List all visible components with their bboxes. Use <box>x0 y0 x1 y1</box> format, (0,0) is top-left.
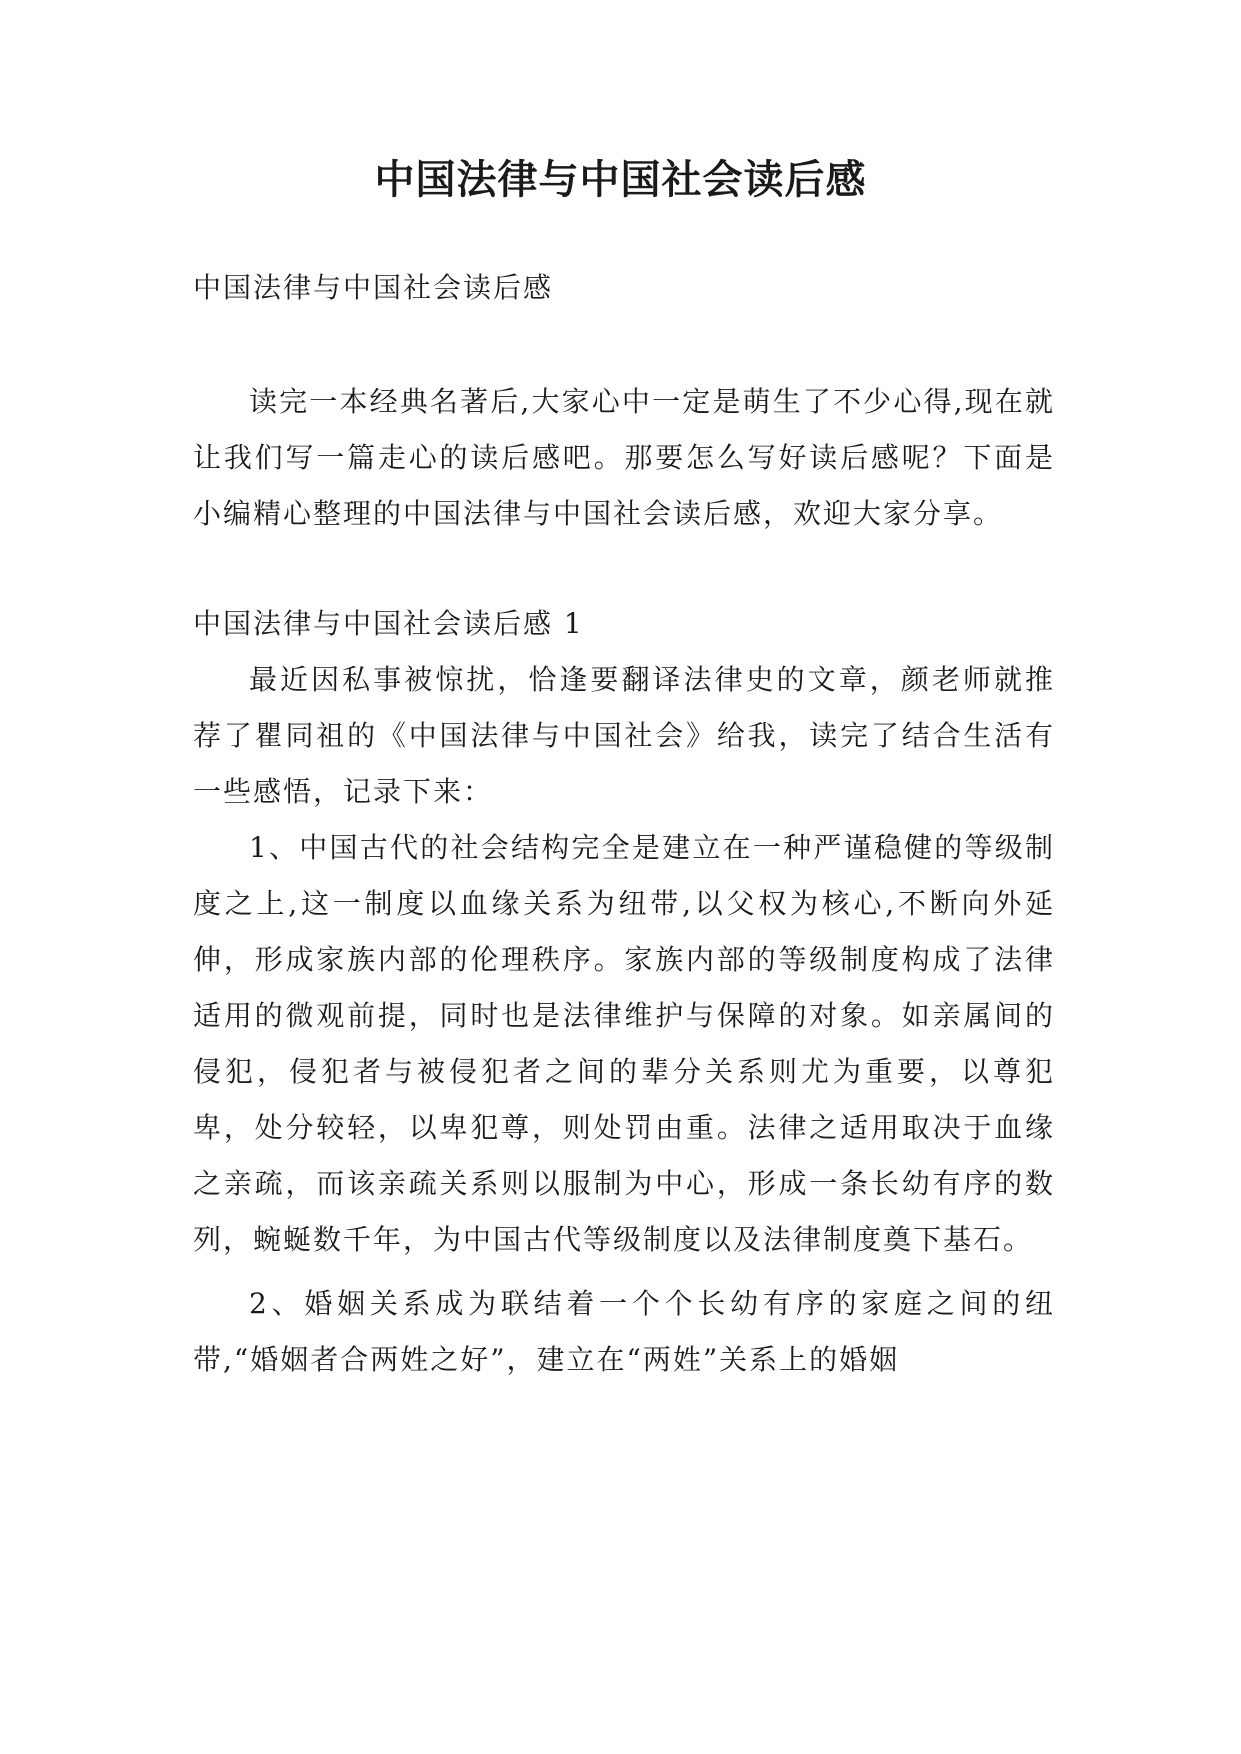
document-title: 中国法律与中国社会读后感 <box>374 156 867 203</box>
document-subtitle: 中国法律与中国社会读后感 <box>193 271 554 304</box>
body-paragraph: 1、中国古代的社会结构完全是建立在一种严谨稳健的等级制度之上,这一制度以血缘关系为纽带,以父权为核心,不断向外延伸，形成家族内部的伦理秩序。家族内部的等级制度构成了法律适用的微观前提，同时也是法律维护与保障的对象。如亲属间的侵犯，侵犯者与被侵犯者之间的辈分关系则尤为重要，以尊犯卑，处分较轻，以卑犯尊，则处罚由重。法律之适用取决于血缘之亲疏，而该亲疏关系则以服制为中心，形成一条长幼有序的数列，蜿蜒数千年，为中国古代等级制度以及法律制度奠下基石。 <box>193 831 1055 1256</box>
body-paragraph: 最近因私事被惊扰，恰逢要翻译法律史的文章，颜老师就推荐了瞿同祖的《中国法律与中国社会》给我，读完了结合生活有一些感悟，记录下来： <box>193 663 1055 808</box>
body-paragraph: 2、婚姻关系成为联结着一个个长幼有序的家庭之间的纽带,“婚姻者合两姓之好”，建立在“两姓”关系上的婚姻 <box>193 1287 1055 1376</box>
section-heading: 中国法律与中国社会读后感 1 <box>193 607 584 640</box>
intro-paragraph: 读完一本经典名著后,大家心中一定是萌生了不少心得,现在就让我们写一篇走心的读后感吧。那要怎么写好读后感呢？下面是小编精心整理的中国法律与中国社会读后感，欢迎大家分享。 <box>193 385 1055 530</box>
document-body <box>193 260 1055 1388</box>
